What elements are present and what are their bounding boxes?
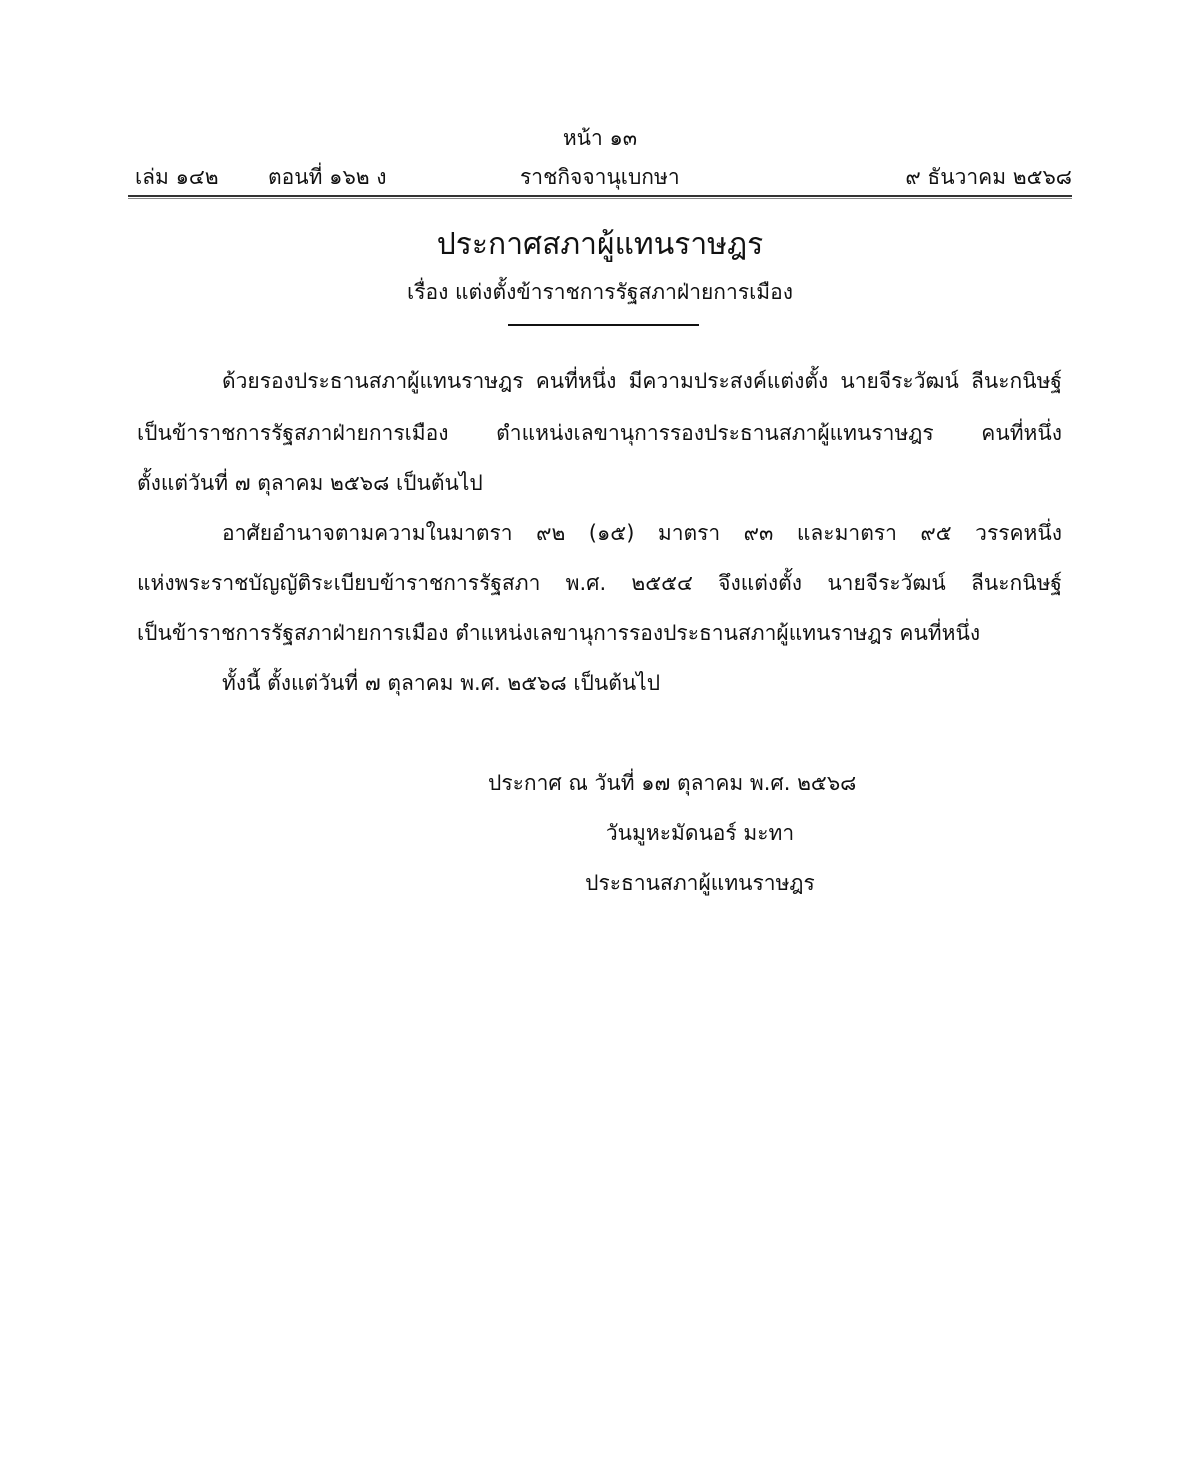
volume-number: เล่ม ๑๔๒ [135,165,219,189]
body-line: อาศัยอำนาจตามความในมาตรา ๙๒ (๑๕) มาตรา ๙๓ และมาตรา ๙๕ วรรคหนึ่ง [222,521,1062,545]
publication-name: ราชกิจจานุเบกษา [520,165,680,189]
signatory-name: วันมูหะมัดนอร์ มะทา [605,821,795,845]
body-line: แห่งพระราชบัญญัติระเบียบข้าราชการรัฐสภา พ.ศ. ๒๕๕๔ จึงแต่งตั้ง นายจีระวัฒน์ ลีนะกนิษฐ์ [137,571,1063,595]
page-number: หน้า ๑๓ [562,126,638,150]
body-line: ด้วยรองประธานสภาผู้แทนราษฎร คนที่หนึ่ง มีความประสงค์แต่งตั้ง นายจีระวัฒน์ ลีนะกนิษฐ์ [222,369,1062,393]
publication-date: ๙ ธันวาคม ๒๕๖๘ [905,165,1072,189]
signatory-position: ประธานสภาผู้แทนราษฎร [585,871,815,895]
body-line: เป็นข้าราชการรัฐสภาฝ่ายการเมือง ตำแหน่งเลขานุการรองประธานสภาผู้แทนราษฎร คนที่หนึ่ง [137,621,981,645]
document-subject: เรื่อง แต่งตั้งข้าราชการรัฐสภาฝ่ายการเมือง [407,280,793,304]
issue-number: ตอนที่ ๑๖๒ ง [268,165,387,189]
announcement-date: ประกาศ ณ วันที่ ๑๗ ตุลาคม พ.ศ. ๒๕๖๘ [488,771,857,795]
body-line: เป็นข้าราชการรัฐสภาฝ่ายการเมือง ตำแหน่งเลขานุการรองประธานสภาผู้แทนราษฎร คนที่หนึ่ง [137,421,1062,445]
title-divider [508,324,699,326]
header-rule [128,195,1072,199]
document-title: ประกาศสภาผู้แทนราษฎร [436,227,764,262]
body-line: ตั้งแต่วันที่ ๗ ตุลาคม ๒๕๖๘ เป็นต้นไป [137,471,483,495]
body-line: ทั้งนี้ ตั้งแต่วันที่ ๗ ตุลาคม พ.ศ. ๒๕๖๘ เป็นต้นไป [222,671,661,695]
